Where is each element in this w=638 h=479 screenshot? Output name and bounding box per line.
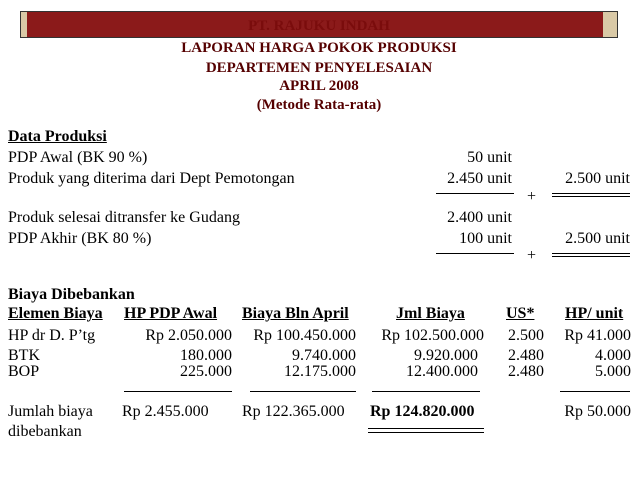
cost-row-april: 12.175.000 <box>284 363 356 380</box>
row-label: Produk yang diterima dari Dept Pemotongan <box>8 170 295 187</box>
double-line-bottom <box>552 256 630 257</box>
col-header-pdp: HP PDP Awal <box>124 305 218 322</box>
subtotal-line-jml <box>372 391 480 392</box>
col-header-hp: HP/ unit <box>565 305 624 322</box>
subtotal-line-pdp <box>124 391 232 392</box>
row-label: PDP Akhir (BK 80 %) <box>8 230 152 247</box>
row-value-1: 50 unit <box>467 149 512 166</box>
sum-line <box>436 193 514 194</box>
row-value-2: 2.500 unit <box>565 170 630 187</box>
subtotal-line-april <box>250 391 356 392</box>
cost-row-jml: Rp 102.500.000 <box>381 327 484 344</box>
cost-row-us: 2.480 <box>508 363 544 380</box>
col-header-april: Biaya Bln April <box>242 305 349 322</box>
report-title: LAPORAN HARGA POKOK PRODUKSI <box>181 40 457 56</box>
cost-row-april: 9.740.000 <box>292 347 356 364</box>
row-label: PDP Awal (BK 90 %) <box>8 149 148 166</box>
row-value-1: 2.400 unit <box>447 209 512 226</box>
double-line-top <box>552 193 630 194</box>
cost-row-pdp: Rp 2.050.000 <box>145 327 232 344</box>
sum-line <box>436 253 514 254</box>
subtotal-line-hp <box>560 391 630 392</box>
total-jml: Rp 124.820.000 <box>370 403 475 420</box>
cost-row-hp: Rp 41.000 <box>564 327 631 344</box>
report-method: (Metode Rata-rata) <box>256 97 382 113</box>
total-label: Jumlah biaya <box>8 403 93 420</box>
data-produksi-heading: Data Produksi <box>8 128 107 145</box>
row-value-1: 2.450 unit <box>447 170 512 187</box>
grand-total-double-line-top <box>368 428 484 429</box>
report-period: APRIL 2008 <box>279 78 359 94</box>
row-label: Produk selesai ditransfer ke Gudang <box>8 209 240 226</box>
row-value-2: 2.500 unit <box>565 230 630 247</box>
col-header-jml: Jml Biaya <box>396 305 465 322</box>
row-value-1: 100 unit <box>459 230 512 247</box>
total-pdp: Rp 2.455.000 <box>122 403 209 420</box>
total-label-2: dibebankan <box>8 423 82 440</box>
cost-row-pdp: 180.000 <box>180 347 232 364</box>
double-line-top <box>552 253 630 254</box>
cost-row-us: 2.500 <box>508 327 544 344</box>
title-banner <box>20 11 618 38</box>
cost-row-us: 2.480 <box>508 347 544 364</box>
plus-sign: + <box>527 188 537 205</box>
cost-row-label: HP dr D. P’tg <box>8 327 96 344</box>
cost-row-jml: 9.920.000 <box>414 347 478 364</box>
col-header-elemen: Elemen Biaya <box>8 305 103 322</box>
double-line-bottom <box>552 196 630 197</box>
plus-sign: + <box>527 247 537 264</box>
grand-total-double-line-bottom <box>368 432 484 433</box>
total-hp: Rp 50.000 <box>564 403 631 420</box>
cost-row-label: BTK <box>8 347 40 364</box>
biaya-heading: Biaya Dibebankan <box>8 286 135 303</box>
col-header-us: US* <box>506 305 535 322</box>
total-april: Rp 122.365.000 <box>242 403 345 420</box>
department-name: DEPARTEMEN PENYELESAIAN <box>205 60 433 76</box>
cost-row-hp: 5.000 <box>595 363 631 380</box>
cost-row-april: Rp 100.450.000 <box>253 327 356 344</box>
cost-row-pdp: 225.000 <box>180 363 232 380</box>
cost-row-hp: 4.000 <box>595 347 631 364</box>
cost-row-label: BOP <box>8 363 40 380</box>
cost-row-jml: 12.400.000 <box>406 363 478 380</box>
company-name: PT. RAJUKU INDAH <box>248 18 390 34</box>
